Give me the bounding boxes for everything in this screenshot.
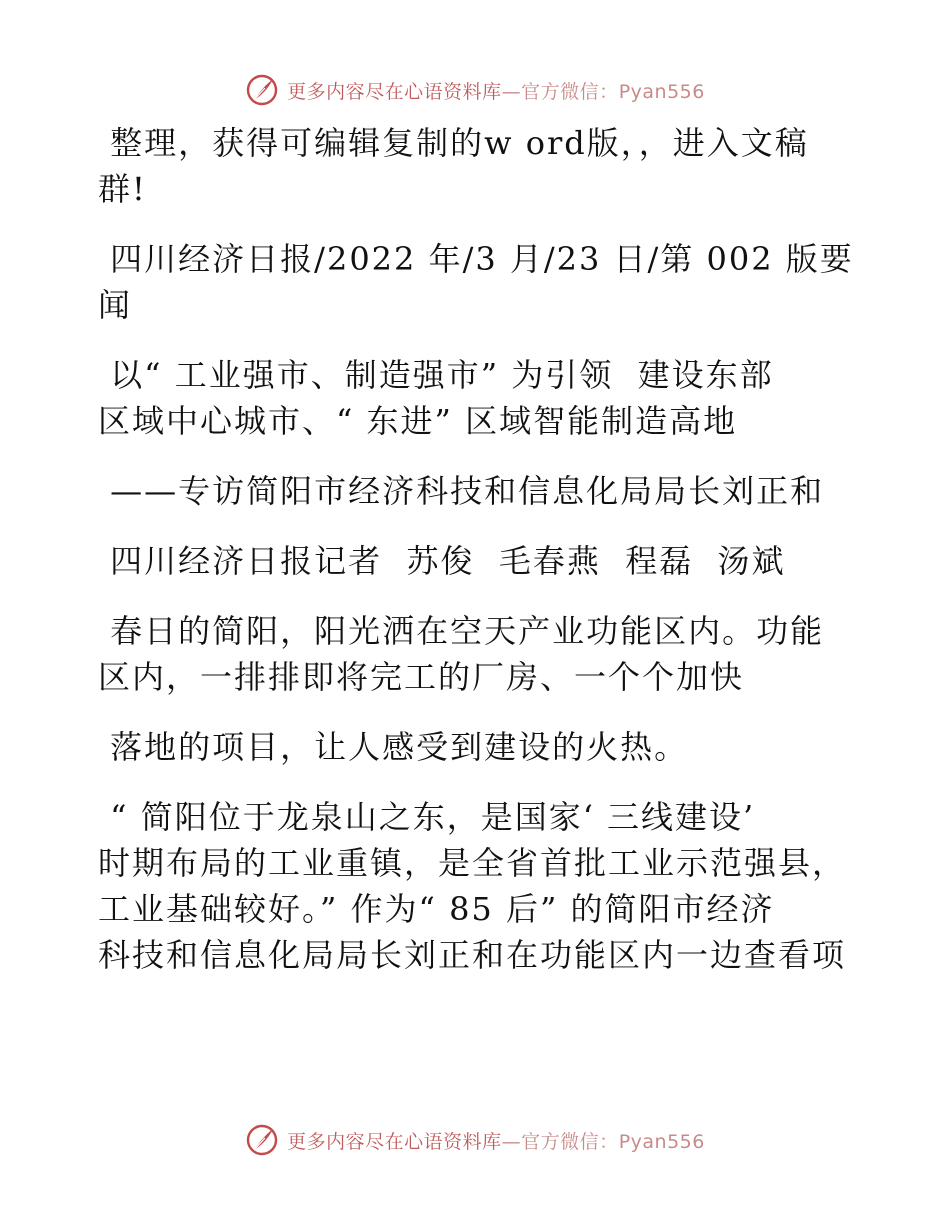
intro-line: 整理，获得可编辑复制的w ord版，，进入文稿 [98, 124, 809, 162]
document-body [98, 120, 858, 978]
paragraph-line: 科技和信息化局局长刘正和在功能区内一边查看项 [98, 936, 847, 974]
source-line: 闻 [98, 286, 133, 324]
headline: 以“ 工业强市、制造强市” 为引领 建设东部 [98, 356, 774, 394]
paragraph-line: 工业基础较好。” 作为“ 85 后” 的简阳市经济 [98, 890, 775, 928]
paragraph-line: 区内，一排排即将完工的厂房、一个个加快 [98, 658, 745, 696]
footer-banner-text: 更多内容尽在心语资料库—官方微信：Pyan556 [287, 1130, 705, 1153]
paragraph-line: “ 简阳位于龙泉山之东，是国家‘ 三线建设’ [98, 798, 756, 836]
feather-quill-circle-icon [245, 1123, 279, 1157]
byline: 四川经济日报记者 苏俊 毛春燕 程磊 汤斌 [98, 542, 786, 580]
paragraph-line: 落地的项目，让人感受到建设的火热。 [98, 728, 689, 766]
feather-quill-circle-icon [245, 73, 279, 107]
headline: 区域中心城市、“ 东进” 区域智能制造高地 [98, 402, 738, 440]
intro-line: 群! [98, 170, 147, 208]
paragraph-line: 春日的简阳，阳光洒在空天产业功能区内。功能 [98, 612, 825, 650]
footer-banner[interactable] [0, 1120, 950, 1160]
source-line: 四川经济日报/2022 年/3 月/23 日/第 002 版要 [98, 240, 854, 278]
paragraph-line: 时期布局的工业重镇，是全省首批工业示范强县， [98, 844, 847, 882]
header-banner-text: 更多内容尽在心语资料库—官方微信：Pyan556 [287, 80, 705, 103]
header-banner[interactable] [0, 70, 950, 110]
subheadline: ——专访简阳市经济科技和信息化局局长刘正和 [98, 472, 825, 510]
